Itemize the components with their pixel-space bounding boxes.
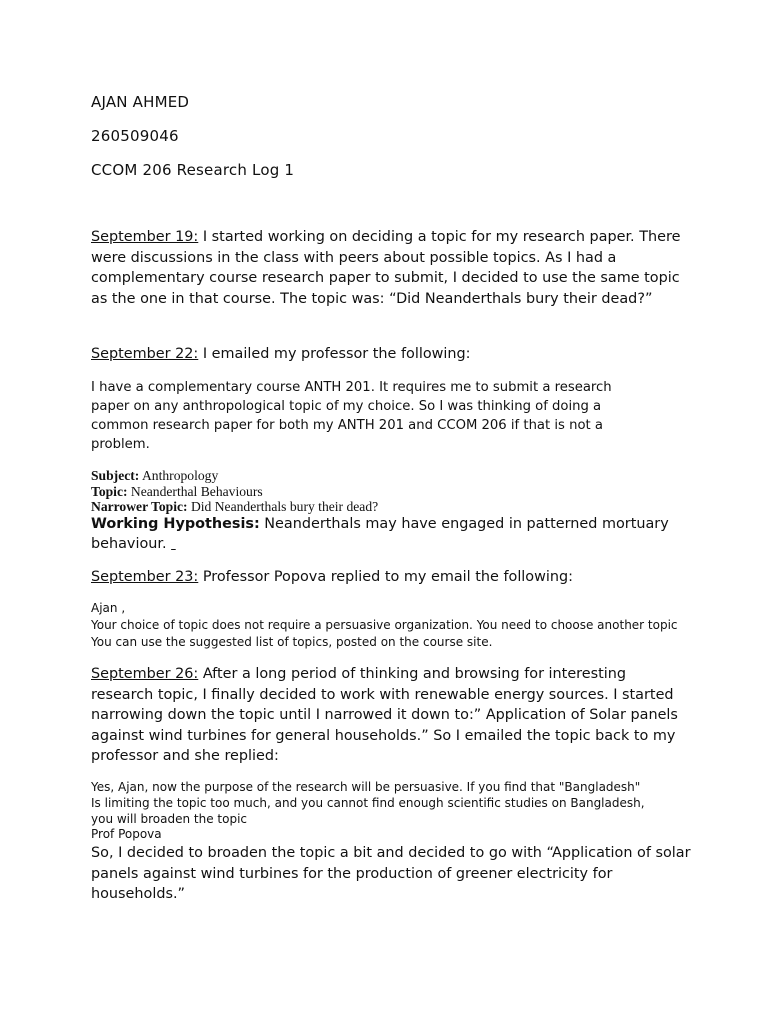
reply-line: Is limiting the topic too much, and you cannot find enough scientific studies on Bangladesh, xyxy=(91,795,645,810)
document-title: CCOM 206 Research Log 1 xyxy=(91,161,295,179)
conclusion: So, I decided to broaden the topic a bit and decided to go with “Application of solar panels against wind turbines for the production of greener electricity for households.” xyxy=(91,845,691,903)
reply-line: Yes, Ajan, now the purpose of the research will be persuasive. If you find that "Bangladesh" xyxy=(91,780,641,794)
entry-date: September 19: xyxy=(91,229,199,245)
entry-date: September 23: xyxy=(91,569,199,585)
narrower-topic-line xyxy=(91,499,691,515)
subject-line xyxy=(91,468,691,484)
subject-label: Subject: xyxy=(91,468,140,483)
topic-label: Topic: xyxy=(91,483,128,499)
entry-sep22 xyxy=(91,344,691,365)
working-hypothesis xyxy=(91,515,691,554)
professor-reply xyxy=(91,780,711,843)
topic-details xyxy=(91,468,691,515)
author-name: AJAN AHMED xyxy=(91,93,190,111)
entry-date: September 22: xyxy=(91,346,199,362)
topic-line xyxy=(91,484,691,500)
reply-body: Your choice of topic does not require a persuasive organization. You need to choose another topic You can use the suggested list of topics, posted on the course site. xyxy=(91,618,678,649)
entry-sep26 xyxy=(91,664,691,767)
hypothesis-label: Working Hypothesis: xyxy=(91,516,260,532)
topic-value: Neanderthal Behaviours xyxy=(127,483,263,499)
reply-line: you will broaden the topic xyxy=(91,811,247,826)
entry-text: Professor Popova replied to my email the following: xyxy=(198,569,573,585)
entry-sep19 xyxy=(91,227,691,309)
subject-value: Anthropology xyxy=(139,468,219,483)
hypothesis-value: Neanderthals may have engaged in patterned mortuary behaviour. xyxy=(91,516,669,552)
reply-greeting: Ajan , xyxy=(91,601,126,615)
narrower-topic-label: Narrower Topic: xyxy=(91,499,188,515)
narrower-topic-value: Did Neanderthals bury their dead? xyxy=(187,499,379,515)
text-cursor xyxy=(171,536,176,552)
entry-date: September 26: xyxy=(91,666,199,682)
entry-text: After a long period of thinking and browsing for interesting research topic, I finally decided to work with renewable energy sources. I started narrowing down the topic until I narrowed it down to:” Application of Solar panels against wind turbines for general households.” So I emailed the topic back to my professor and she replied: xyxy=(91,666,678,765)
entry-sep23 xyxy=(91,567,691,588)
email-body: I have a complementary course ANTH 201. It requires me to submit a research paper on any anthropological topic of my choice. So I was thinking of doing a common research paper for both my ANTH 201 and CCOM 206 if that is not a problem. xyxy=(91,380,612,452)
entry-text: I started working on deciding a topic for my research paper. There were discussions in the class with peers about possible topics. As I had a complementary course research paper to submit, I decided to use the same topic as the one in that course. The topic was: “Did Neanderthals bury their dead?” xyxy=(91,229,681,307)
reply-signature: Prof Popova xyxy=(91,827,162,842)
student-id: 260509046 xyxy=(91,127,179,145)
entry-text: I emailed my professor the following: xyxy=(198,346,471,362)
